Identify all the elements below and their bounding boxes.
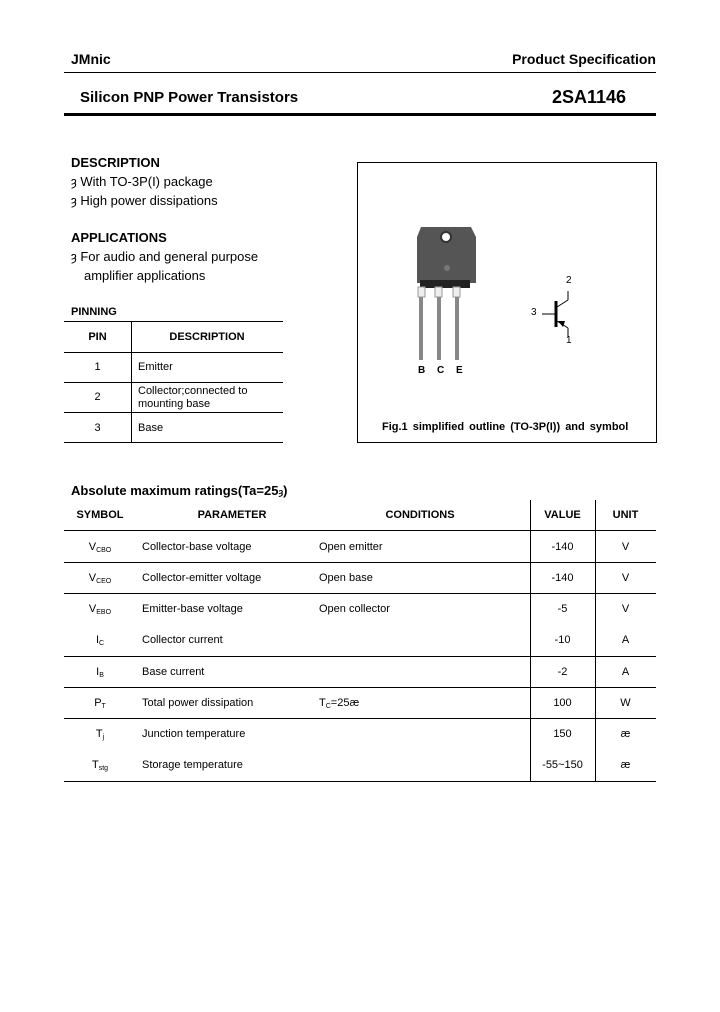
lead-label-c: C bbox=[437, 365, 445, 376]
col-value: VALUE bbox=[544, 509, 581, 521]
rating-unit: V bbox=[621, 603, 630, 615]
rating-parameter: Storage temperature bbox=[142, 759, 243, 771]
lead-label-b: B bbox=[418, 365, 426, 376]
description-item: ȝ High power dissipations bbox=[71, 193, 218, 208]
rating-value: -55~150 bbox=[542, 759, 583, 771]
rating-symbol: $V_{EBO}$ bbox=[88, 603, 112, 616]
rating-condition: Open emitter bbox=[319, 541, 383, 553]
pinning-heading: PINNING bbox=[71, 306, 117, 318]
application-item: amplifier applications bbox=[84, 268, 206, 283]
rating-value: -5 bbox=[557, 603, 568, 615]
pin-desc: Emitter bbox=[138, 361, 173, 373]
rating-symbol: $T_j$ bbox=[95, 728, 105, 741]
application-item: ȝ For audio and general purpose bbox=[71, 249, 259, 264]
transistor-outline-icon bbox=[358, 163, 656, 442]
description-item: ȝ With TO-3P(I) package bbox=[71, 174, 213, 189]
rating-condition: Open base bbox=[319, 572, 373, 584]
rating-parameter: Junction temperature bbox=[142, 728, 246, 740]
col-parameter: PARAMETER bbox=[197, 509, 267, 521]
pin-number: 1 bbox=[94, 361, 101, 373]
symbol-pin-1: 1 bbox=[566, 335, 572, 346]
desc-col-header: DESCRIPTION bbox=[169, 331, 245, 343]
pin-number: 3 bbox=[94, 422, 101, 434]
rating-symbol: $I_C$ bbox=[95, 634, 105, 647]
rating-symbol: $V_{CEO}$ bbox=[88, 572, 112, 585]
brand: JMnic bbox=[71, 51, 111, 67]
rating-parameter: Collector-base voltage bbox=[142, 541, 252, 553]
figure-box bbox=[357, 162, 657, 443]
rating-parameter: Total power dissipation bbox=[142, 697, 254, 709]
rating-unit: W bbox=[620, 697, 631, 709]
lead-label-e: E bbox=[456, 365, 463, 376]
rating-unit: A bbox=[621, 634, 630, 646]
pin-number: 2 bbox=[94, 391, 101, 403]
subtitle: Silicon PNP Power Transistors bbox=[80, 89, 299, 106]
title-rule bbox=[64, 113, 656, 116]
rating-unit: V bbox=[621, 572, 630, 584]
col-symbol: SYMBOL bbox=[76, 509, 124, 521]
rating-value: 150 bbox=[553, 728, 572, 740]
figure-caption: Fig.1 simplified outline (TO-3P(I)) and symbol bbox=[382, 421, 629, 433]
rating-symbol: $P_T$ bbox=[94, 697, 106, 710]
rating-unit: æ bbox=[620, 728, 631, 740]
ratings-title: Absolute maximum ratings(Ta=25ȝ) bbox=[71, 483, 288, 498]
col-conditions: CONDITIONS bbox=[385, 509, 455, 521]
pin-col-header: PIN bbox=[88, 331, 107, 343]
bullet-icon: ȝ bbox=[71, 193, 77, 208]
rating-unit: æ bbox=[620, 759, 631, 771]
rating-condition: Open collector bbox=[319, 603, 390, 615]
bullet-icon: ȝ bbox=[71, 249, 77, 264]
rating-value: -140 bbox=[551, 541, 574, 553]
doc-type: Product Specification bbox=[512, 51, 656, 67]
rating-value: -140 bbox=[551, 572, 574, 584]
symbol-pin-2: 2 bbox=[566, 275, 572, 286]
rating-condition: $T_C=25æ$ bbox=[319, 697, 360, 710]
col-unit: UNIT bbox=[612, 509, 639, 521]
pin-desc: Collector;connected to bbox=[138, 385, 248, 397]
symbol-pin-3: 3 bbox=[531, 307, 537, 318]
pin-desc: Base bbox=[138, 422, 164, 434]
header-rule bbox=[64, 72, 656, 73]
rating-parameter: Collector current bbox=[142, 634, 223, 646]
rating-parameter: Emitter-base voltage bbox=[142, 603, 243, 615]
part-number: 2SA1146 bbox=[552, 87, 627, 107]
rating-parameter: Collector-emitter voltage bbox=[142, 572, 262, 584]
applications-heading: APPLICATIONS bbox=[71, 230, 167, 245]
rating-unit: A bbox=[621, 666, 630, 678]
rating-parameter: Base current bbox=[142, 666, 205, 678]
bullet-icon: ȝ bbox=[71, 174, 77, 189]
rating-symbol: $V_{CBO}$ bbox=[88, 541, 112, 554]
description-heading: DESCRIPTION bbox=[71, 155, 160, 170]
rating-symbol: $T_{stg}$ bbox=[91, 759, 109, 772]
rating-value: 100 bbox=[553, 697, 572, 709]
rating-value: -10 bbox=[554, 634, 571, 646]
rating-unit: V bbox=[621, 541, 630, 553]
rating-symbol: $I_B$ bbox=[96, 666, 104, 679]
rating-value: -2 bbox=[557, 666, 568, 678]
pin-desc: mounting base bbox=[138, 398, 211, 410]
